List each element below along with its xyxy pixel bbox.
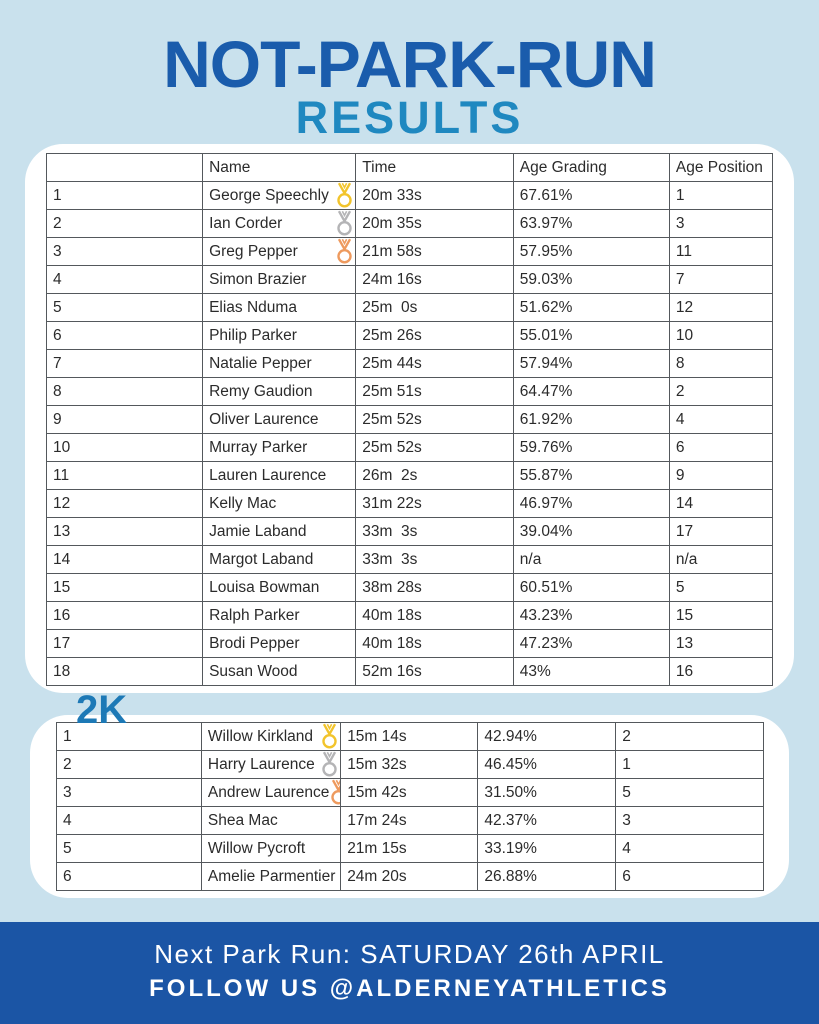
age-position-cell: 4 <box>616 835 764 863</box>
name-cell <box>203 378 356 406</box>
runner-name: Andrew Laurence <box>207 783 330 801</box>
runner-name: Greg Pepper <box>209 242 298 260</box>
time-cell: 17m 24s <box>341 807 478 835</box>
time-cell: 25m 26s <box>356 322 514 350</box>
runner-name: George Speechly <box>209 186 329 204</box>
runner-name: Oliver Laurence <box>209 410 319 428</box>
column-header: Age Grading <box>513 154 669 182</box>
table-row <box>47 546 773 574</box>
age-grading-cell: 63.97% <box>513 210 669 238</box>
time-cell: 26m 2s <box>356 462 514 490</box>
time-cell: 15m 14s <box>341 723 478 751</box>
name-cell-inner <box>209 495 351 513</box>
age-grading-cell: 39.04% <box>513 518 669 546</box>
2k-results-table <box>56 722 764 891</box>
runner-name: Elias Nduma <box>209 298 297 316</box>
age-grading-cell: 51.62% <box>513 294 669 322</box>
age-grading-cell: 55.87% <box>513 462 669 490</box>
main-results-table <box>46 153 773 686</box>
position-cell: 1 <box>47 182 203 210</box>
name-cell <box>203 658 356 686</box>
age-position-cell: n/a <box>669 546 772 574</box>
age-grading-cell: 46.45% <box>478 751 616 779</box>
position-cell: 5 <box>57 835 202 863</box>
name-cell-inner <box>209 355 351 373</box>
table-row <box>57 779 764 807</box>
name-cell-inner <box>209 523 351 541</box>
runner-name: Murray Parker <box>209 438 308 456</box>
column-header <box>47 154 203 182</box>
age-grading-cell: 61.92% <box>513 406 669 434</box>
age-grading-cell: 57.94% <box>513 350 669 378</box>
runner-name: Philip Parker <box>209 326 297 344</box>
runner-name: Willow Pycroft <box>207 839 306 857</box>
age-position-cell: 1 <box>669 182 772 210</box>
position-cell: 18 <box>47 658 203 686</box>
name-cell <box>203 434 356 462</box>
age-grading-cell: 55.01% <box>513 322 669 350</box>
name-cell-inner <box>209 579 351 597</box>
age-position-cell: 17 <box>669 518 772 546</box>
table-row <box>57 835 764 863</box>
age-position-cell: 5 <box>616 779 764 807</box>
table-row <box>47 350 773 378</box>
position-cell: 4 <box>57 807 202 835</box>
runner-name: Brodi Pepper <box>209 634 300 652</box>
time-cell: 25m 44s <box>356 350 514 378</box>
position-cell: 3 <box>57 779 202 807</box>
time-cell: 25m 52s <box>356 406 514 434</box>
name-cell <box>203 322 356 350</box>
time-cell: 20m 33s <box>356 182 514 210</box>
position-cell: 6 <box>47 322 203 350</box>
time-cell: 15m 42s <box>341 779 478 807</box>
age-position-cell: 13 <box>669 630 772 658</box>
position-cell: 7 <box>47 350 203 378</box>
column-header: Name <box>203 154 356 182</box>
age-grading-cell: 64.47% <box>513 378 669 406</box>
name-cell-inner <box>209 271 351 289</box>
bronze-medal-icon <box>335 238 354 265</box>
age-grading-cell: 60.51% <box>513 574 669 602</box>
gold-medal-icon <box>335 182 354 209</box>
age-position-cell: 7 <box>669 266 772 294</box>
column-header: Time <box>356 154 514 182</box>
runner-name: Jamie Laband <box>209 522 307 540</box>
runner-name: Willow Kirkland <box>207 727 314 745</box>
name-cell-inner <box>209 327 351 345</box>
age-position-cell: 5 <box>669 574 772 602</box>
position-cell: 16 <box>47 602 203 630</box>
position-cell: 9 <box>47 406 203 434</box>
runner-name: Simon Brazier <box>209 270 307 288</box>
name-cell-inner <box>208 751 336 778</box>
main-results-card <box>25 144 794 693</box>
time-cell: 25m 51s <box>356 378 514 406</box>
name-cell-inner <box>209 635 351 653</box>
age-position-cell: 16 <box>669 658 772 686</box>
age-grading-cell: 59.76% <box>513 434 669 462</box>
age-position-cell: 4 <box>669 406 772 434</box>
position-cell: 8 <box>47 378 203 406</box>
position-cell: 10 <box>47 434 203 462</box>
runner-name: Lauren Laurence <box>209 466 327 484</box>
name-cell-inner <box>209 299 351 317</box>
name-cell <box>203 266 356 294</box>
age-grading-cell: 26.88% <box>478 863 616 891</box>
age-grading-cell: 67.61% <box>513 182 669 210</box>
age-grading-cell: 42.37% <box>478 807 616 835</box>
time-cell: 21m 58s <box>356 238 514 266</box>
footer-follow-text: FOLLOW US @ALDERNEYATHLETICS <box>149 975 670 1002</box>
name-cell <box>201 779 340 807</box>
name-cell <box>203 518 356 546</box>
age-position-cell: 9 <box>669 462 772 490</box>
runner-name: Natalie Pepper <box>209 354 312 372</box>
name-cell-inner <box>209 663 351 681</box>
table-row <box>47 210 773 238</box>
table-row <box>47 406 773 434</box>
time-cell: 20m 35s <box>356 210 514 238</box>
name-cell <box>203 350 356 378</box>
age-grading-cell: 57.95% <box>513 238 669 266</box>
name-cell <box>201 863 340 891</box>
table-row <box>47 462 773 490</box>
name-cell-inner <box>209 607 351 625</box>
position-cell: 12 <box>47 490 203 518</box>
time-cell: 15m 32s <box>341 751 478 779</box>
time-cell: 21m 15s <box>341 835 478 863</box>
position-cell: 17 <box>47 630 203 658</box>
name-cell <box>203 182 356 210</box>
silver-medal-icon <box>320 751 339 778</box>
footer-banner <box>0 922 819 1024</box>
name-cell-inner <box>209 467 351 485</box>
name-cell <box>201 751 340 779</box>
name-cell-inner <box>208 868 336 886</box>
age-grading-cell: 42.94% <box>478 723 616 751</box>
age-grading-cell: 43.23% <box>513 602 669 630</box>
name-cell <box>203 602 356 630</box>
age-position-cell: 12 <box>669 294 772 322</box>
time-cell: 33m 3s <box>356 546 514 574</box>
position-cell: 4 <box>47 266 203 294</box>
position-cell: 5 <box>47 294 203 322</box>
position-cell: 15 <box>47 574 203 602</box>
table-row <box>47 658 773 686</box>
bronze-medal-icon <box>329 779 340 806</box>
table-row <box>57 807 764 835</box>
name-cell-inner <box>209 439 351 457</box>
2k-results-card <box>30 715 789 898</box>
table-row <box>57 863 764 891</box>
name-cell <box>203 406 356 434</box>
name-cell <box>203 210 356 238</box>
position-cell: 2 <box>57 751 202 779</box>
age-grading-cell: 33.19% <box>478 835 616 863</box>
age-position-cell: 15 <box>669 602 772 630</box>
age-grading-cell: n/a <box>513 546 669 574</box>
table-row <box>47 518 773 546</box>
name-cell <box>203 490 356 518</box>
position-cell: 1 <box>57 723 202 751</box>
table-row <box>47 490 773 518</box>
time-cell: 31m 22s <box>356 490 514 518</box>
runner-name: Ralph Parker <box>209 606 300 624</box>
table-row <box>47 294 773 322</box>
table-row <box>47 574 773 602</box>
name-cell-inner <box>208 779 336 806</box>
age-position-cell: 1 <box>616 751 764 779</box>
page-subtitle: RESULTS <box>295 92 524 143</box>
runner-name: Susan Wood <box>209 662 298 680</box>
age-grading-cell: 31.50% <box>478 779 616 807</box>
runner-name: Ian Corder <box>209 214 283 232</box>
position-cell: 3 <box>47 238 203 266</box>
name-cell <box>203 574 356 602</box>
position-cell: 13 <box>47 518 203 546</box>
runner-name: Margot Laband <box>209 550 314 568</box>
table-row <box>47 630 773 658</box>
time-cell: 33m 3s <box>356 518 514 546</box>
position-cell: 2 <box>47 210 203 238</box>
name-cell <box>203 294 356 322</box>
age-grading-cell: 43% <box>513 658 669 686</box>
column-header: Age Position <box>669 154 772 182</box>
time-cell: 24m 20s <box>341 863 478 891</box>
silver-medal-icon <box>335 210 354 237</box>
table-row <box>47 238 773 266</box>
position-cell: 6 <box>57 863 202 891</box>
runner-name: Louisa Bowman <box>209 578 320 596</box>
name-cell-inner <box>208 812 336 830</box>
time-cell: 38m 28s <box>356 574 514 602</box>
name-cell-inner <box>209 210 351 237</box>
age-position-cell: 6 <box>669 434 772 462</box>
age-position-cell: 2 <box>616 723 764 751</box>
table-row <box>47 322 773 350</box>
table-row <box>57 751 764 779</box>
table-row <box>47 378 773 406</box>
name-cell <box>201 835 340 863</box>
age-position-cell: 3 <box>669 210 772 238</box>
poster-header <box>0 0 819 143</box>
name-cell <box>203 630 356 658</box>
table-row <box>47 266 773 294</box>
time-cell: 40m 18s <box>356 630 514 658</box>
table-row <box>47 434 773 462</box>
name-cell <box>203 462 356 490</box>
page-title: NOT-PARK-RUN <box>163 27 656 101</box>
runner-name: Amelie Parmentier <box>207 867 336 885</box>
name-cell <box>201 807 340 835</box>
runner-name: Harry Laurence <box>207 755 315 773</box>
table-row <box>47 182 773 210</box>
name-cell-inner <box>209 383 351 401</box>
age-position-cell: 3 <box>616 807 764 835</box>
age-grading-cell: 46.97% <box>513 490 669 518</box>
runner-name: Remy Gaudion <box>209 382 313 400</box>
table-row <box>47 602 773 630</box>
name-cell-inner <box>209 238 351 265</box>
age-position-cell: 11 <box>669 238 772 266</box>
age-position-cell: 6 <box>616 863 764 891</box>
time-cell: 24m 16s <box>356 266 514 294</box>
position-cell: 11 <box>47 462 203 490</box>
age-position-cell: 14 <box>669 490 772 518</box>
age-grading-cell: 59.03% <box>513 266 669 294</box>
time-cell: 25m 52s <box>356 434 514 462</box>
position-cell: 14 <box>47 546 203 574</box>
age-grading-cell: 47.23% <box>513 630 669 658</box>
runner-name: Kelly Mac <box>209 494 277 512</box>
name-cell-inner <box>209 411 351 429</box>
name-cell <box>203 238 356 266</box>
time-cell: 52m 16s <box>356 658 514 686</box>
age-position-cell: 2 <box>669 378 772 406</box>
footer-next-run-text: Next Park Run: SATURDAY 26th APRIL <box>154 939 665 969</box>
age-position-cell: 8 <box>669 350 772 378</box>
time-cell: 25m 0s <box>356 294 514 322</box>
runner-name: Shea Mac <box>207 811 278 829</box>
name-cell <box>203 546 356 574</box>
name-cell-inner <box>208 840 336 858</box>
2k-section-label: 2K <box>76 688 128 732</box>
name-cell-inner <box>209 551 351 569</box>
header-row <box>47 154 773 182</box>
age-position-cell: 10 <box>669 322 772 350</box>
time-cell: 40m 18s <box>356 602 514 630</box>
name-cell-inner <box>209 182 351 209</box>
